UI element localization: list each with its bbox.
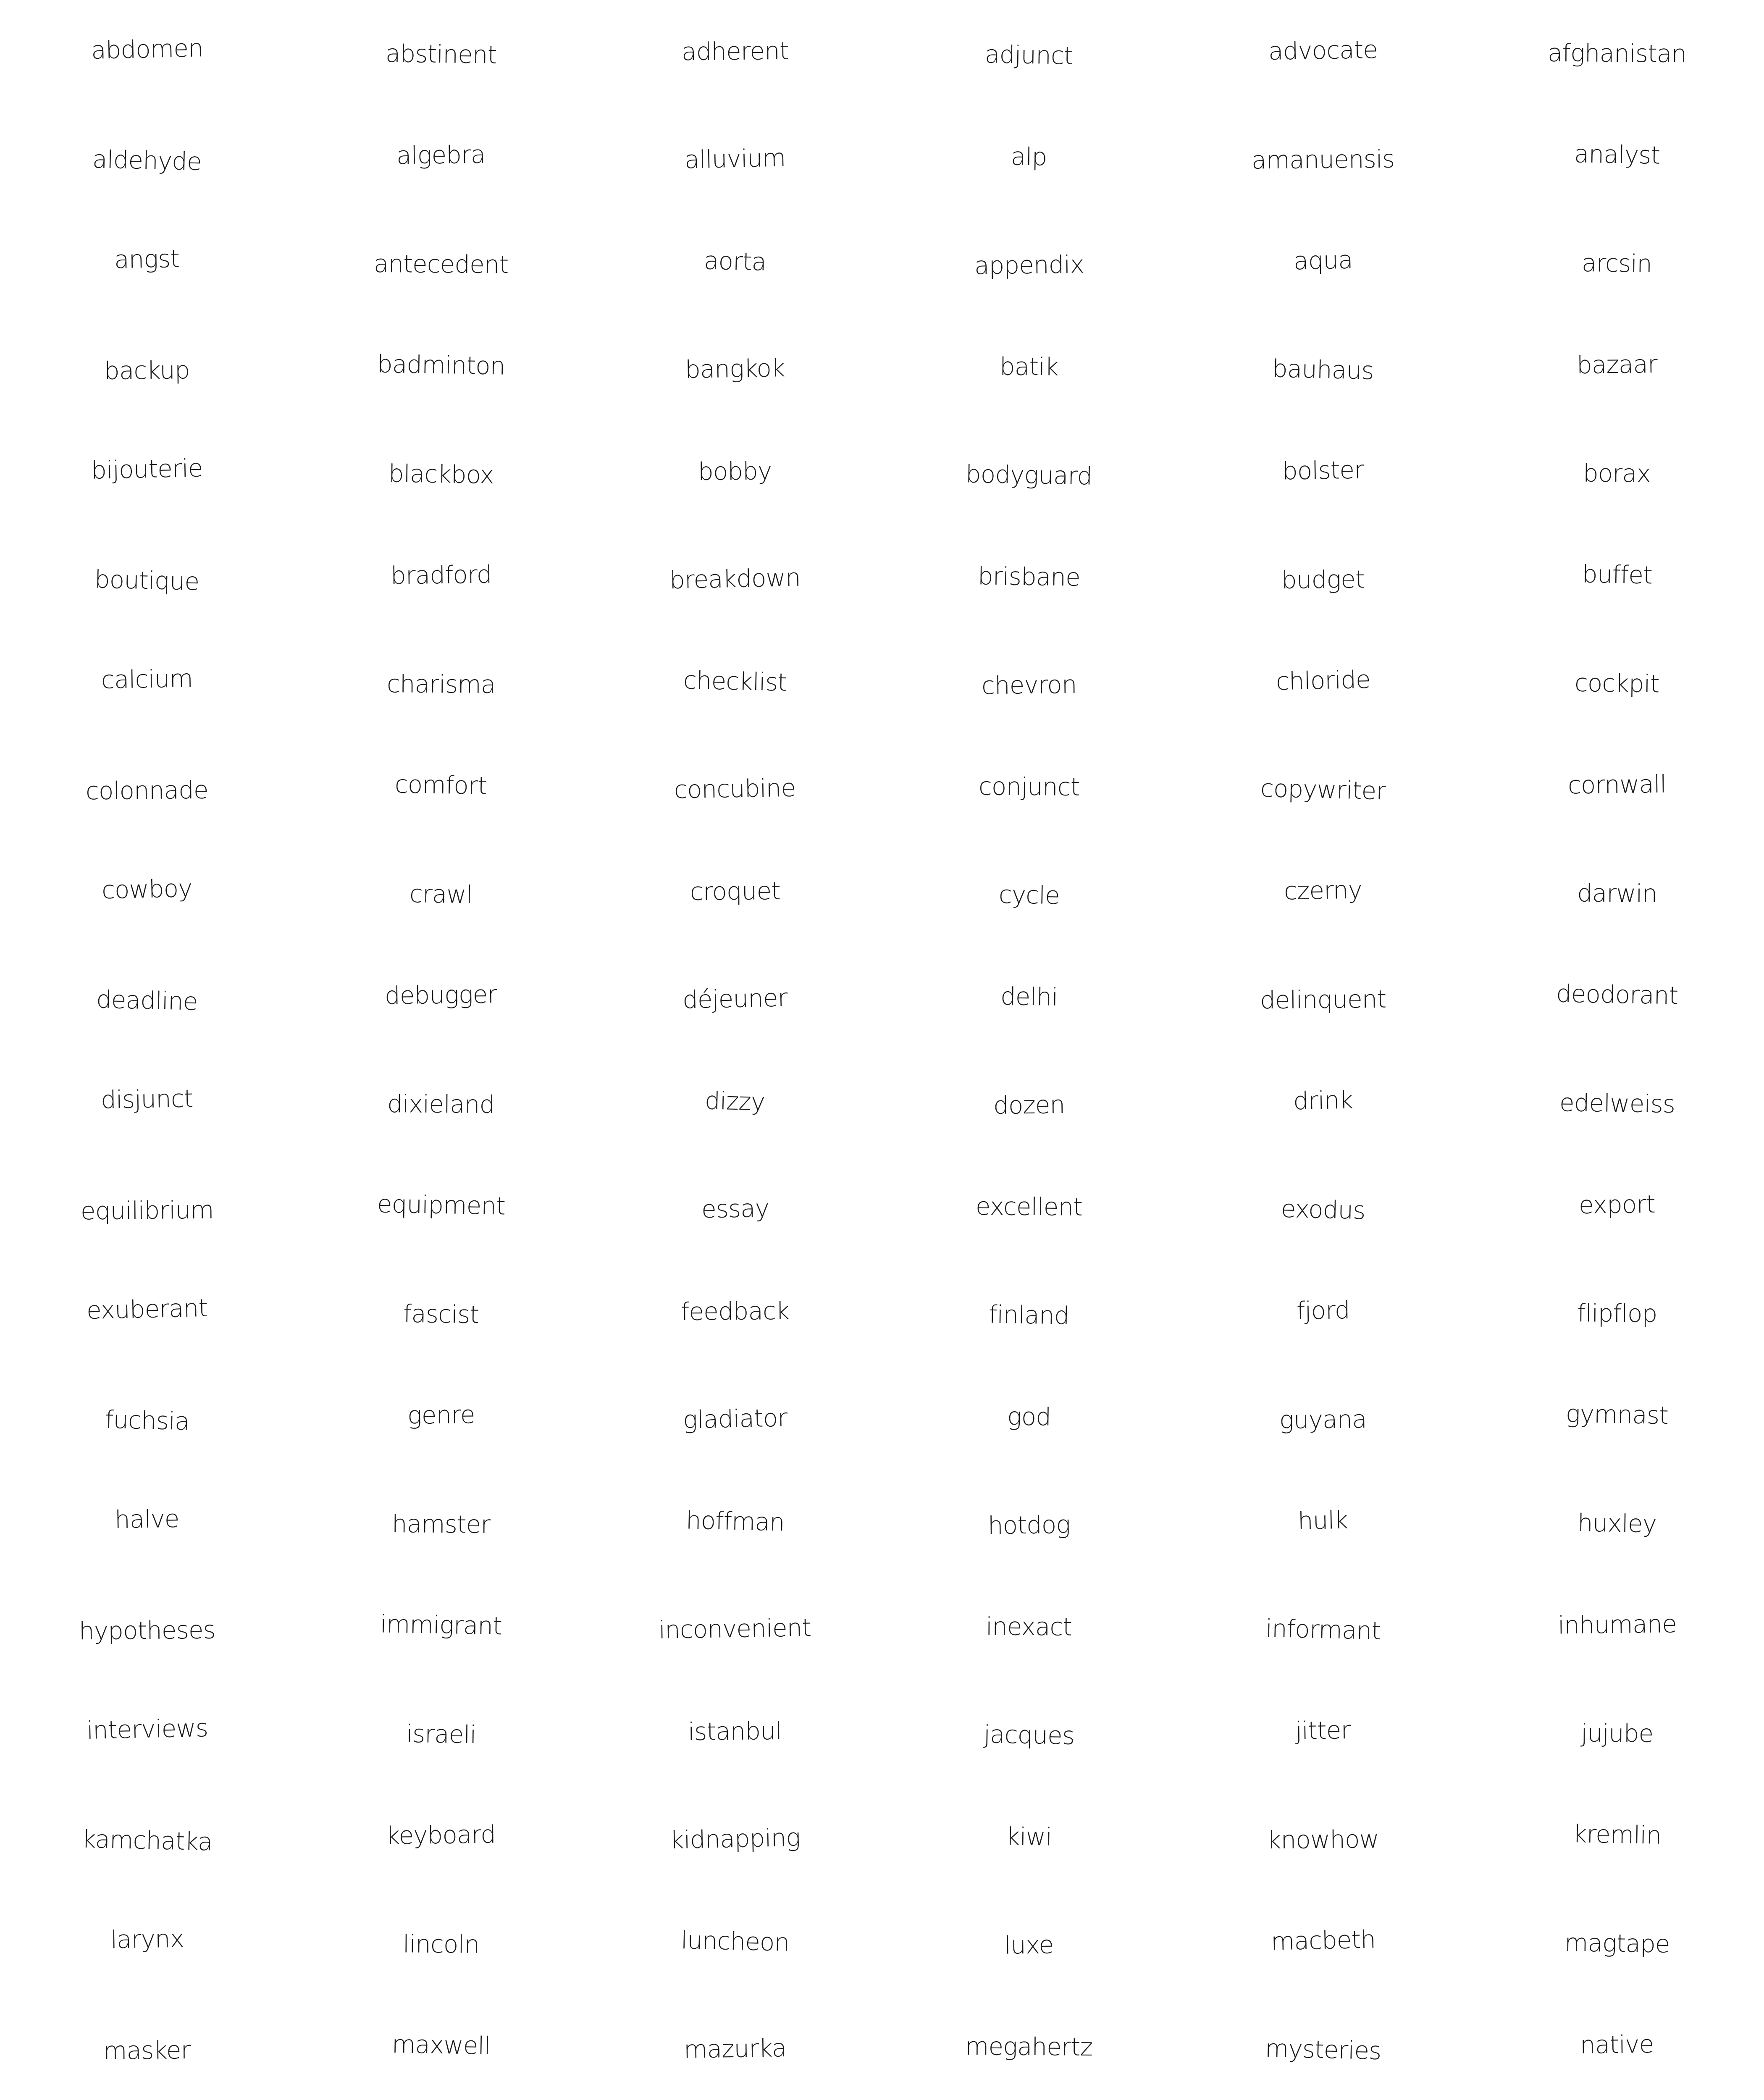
handwritten-word: excellent [975,1192,1083,1221]
handwritten-word: luxe [1004,1930,1054,1960]
handwritten-word: borax [1583,459,1651,488]
handwritten-word: deadline [96,985,198,1016]
word-cell [588,840,882,945]
word-cell [882,945,1176,1050]
word-cell [1470,525,1764,630]
handwritten-word: finland [988,1300,1070,1330]
handwritten-word: luncheon [680,1926,790,1957]
handwritten-word: mazurka [683,2034,787,2064]
handwritten-word: badminton [377,349,505,381]
word-cell [882,1050,1176,1155]
word-cell [1176,525,1470,630]
handwritten-word: inexact [986,1612,1072,1641]
handwritten-word: jujube [1580,1719,1654,1748]
handwritten-word: bijouterie [91,454,203,485]
handwritten-word: breakdown [669,563,801,595]
handwritten-word: alluvium [684,143,786,174]
word-cell [882,525,1176,630]
handwritten-word: czerny [1284,875,1362,906]
word-cell [294,525,588,630]
handwritten-word: delhi [1000,982,1058,1011]
word-cell [1470,1575,1764,1680]
word-cell [294,735,588,840]
word-cell [1470,1890,1764,1995]
word-cell [1176,1890,1470,1995]
word-cell [588,210,882,315]
word-cell [294,1050,588,1155]
handwritten-word: blackbox [388,459,494,489]
handwritten-word: cockpit [1574,668,1660,698]
handwritten-word: hotdog [987,1510,1071,1540]
word-cell [588,525,882,630]
handwritten-word: copywriter [1260,774,1386,806]
handwritten-word: cornwall [1567,769,1667,800]
word-cell [1176,945,1470,1050]
handwritten-word: brisbane [977,562,1081,592]
word-cell [1470,420,1764,525]
handwritten-word: huxley [1577,1508,1657,1538]
word-cell [1470,1470,1764,1575]
word-cell [588,1995,882,2100]
handwritten-word: larynx [110,1924,184,1954]
handwritten-word: fjord [1296,1296,1350,1325]
word-cell [1176,1260,1470,1365]
handwritten-word: hoffman [685,1506,785,1537]
handwritten-word: kidnapping [669,1823,801,1855]
handwritten-word: exodus [1281,1194,1365,1225]
word-cell [882,1155,1176,1260]
word-cell [588,1470,882,1575]
word-cell [882,1785,1176,1890]
word-cell [882,1470,1176,1575]
handwritten-word: bangkok [685,354,785,384]
word-cell [588,1155,882,1260]
word-cell [1470,105,1764,210]
handwritten-word: delinquent [1260,984,1386,1015]
word-cell [294,840,588,945]
word-cell [294,1575,588,1680]
handwritten-word: algebra [396,140,486,170]
handwritten-word: dixieland [387,1089,495,1119]
handwritten-word: bolster [1282,455,1364,486]
handwritten-word: drink [1293,1085,1353,1116]
handwritten-word: advocate [1268,35,1378,66]
handwritten-word: fascist [403,1299,479,1329]
handwritten-word: charisma [386,669,496,699]
word-cell [0,0,294,105]
word-cell [588,1050,882,1155]
word-cell [882,210,1176,315]
handwritten-word: conjunct [978,772,1080,801]
word-cell [0,315,294,420]
word-cell [294,210,588,315]
word-cell [882,0,1176,105]
handwritten-word: croquet [690,877,780,906]
handwritten-word: aqua [1293,245,1353,276]
word-cell [882,1575,1176,1680]
word-cell [1470,630,1764,735]
word-cell [294,1890,588,1995]
handwritten-word: hypotheses [79,1615,215,1646]
word-cell [294,1365,588,1470]
word-cell [1470,840,1764,945]
word-cell [1176,315,1470,420]
word-cell [882,735,1176,840]
handwritten-word: déjeuner [682,983,788,1014]
handwritten-word: guyana [1279,1405,1367,1434]
handwritten-word: flipflop [1577,1299,1657,1328]
handwritten-word: aorta [704,246,766,276]
handwritten-word: jacques [983,1720,1075,1750]
word-cell [588,315,882,420]
handwritten-word: exuberant [86,1293,208,1325]
handwritten-word: mysteries [1265,2034,1381,2066]
handwritten-word: inhumane [1557,1609,1677,1640]
word-cell [294,945,588,1050]
word-cell [588,1785,882,1890]
handwritten-word: buffet [1581,559,1653,590]
word-cell [588,1680,882,1785]
word-cell [1176,1785,1470,1890]
word-cell [1176,210,1470,315]
word-cell [588,630,882,735]
handwritten-word: kiwi [1005,1822,1053,1851]
word-cell [1470,1365,1764,1470]
handwritten-word: adjunct [984,40,1074,70]
handwritten-word: arcsin [1581,248,1653,278]
word-cell [0,210,294,315]
handwritten-word: edelweiss [1559,1088,1675,1118]
handwritten-word: bodyguard [965,459,1093,491]
handwritten-word: magtape [1564,1928,1670,1958]
word-cell [1470,1260,1764,1365]
word-cell [588,1260,882,1365]
word-cell [0,1785,294,1890]
word-cell [588,105,882,210]
word-cell [1470,315,1764,420]
handwritten-word: crawl [409,879,473,909]
word-cell [1176,1995,1470,2100]
word-cell [1176,735,1470,840]
word-cell [294,315,588,420]
handwritten-word: halve [114,1504,180,1534]
word-cell [1470,945,1764,1050]
word-cell [294,420,588,525]
word-cell [882,1260,1176,1365]
handwritten-word: backup [104,356,190,385]
handwritten-word: adherent [681,36,789,66]
handwritten-word: essay [701,1194,769,1224]
word-cell [1176,105,1470,210]
handwritten-word: bradford [390,560,492,590]
handwritten-word: colonnade [85,775,209,806]
handwritten-word: bazaar [1576,349,1658,380]
word-cell [0,1890,294,1995]
handwritten-word: antecedent [373,249,509,279]
handwritten-word: informant [1265,1614,1381,1646]
handwritten-word: immigrant [380,1609,502,1641]
handwritten-word: fuchsia [104,1405,190,1436]
handwritten-word: bauhaus [1272,354,1374,385]
word-cell [0,1470,294,1575]
word-cell [882,105,1176,210]
word-cell [0,1260,294,1365]
handwritten-word: dizzy [704,1086,766,1116]
word-cell [0,1155,294,1260]
word-cell [294,630,588,735]
word-cell [1176,630,1470,735]
word-cell [1176,840,1470,945]
word-cell [1470,1995,1764,2100]
handwritten-word: calcium [101,664,193,694]
handwritten-word: bobby [698,457,772,486]
word-cell [882,420,1176,525]
handwritten-word: abstinent [385,39,497,69]
word-cell [0,840,294,945]
word-cell [294,1785,588,1890]
handwritten-word: genre [407,1400,475,1430]
word-cell [294,1995,588,2100]
word-cell [0,1680,294,1785]
word-cell [1176,1470,1470,1575]
word-cell [1470,1155,1764,1260]
word-cell [1176,0,1470,105]
handwritten-word: amanuensis [1251,144,1395,175]
handwritten-word: god [1007,1402,1051,1431]
handwritten-word: darwin [1577,879,1657,908]
word-cell [882,1995,1176,2100]
handwritten-word: dozen [993,1090,1065,1120]
word-cell [1176,1575,1470,1680]
handwritten-word: afghanistan [1547,38,1687,68]
word-cell [882,1365,1176,1470]
handwritten-word: cycle [998,880,1060,910]
word-cell [0,630,294,735]
handwritten-word: disjunct [100,1084,194,1114]
word-cell [882,840,1176,945]
handwritten-word: equilibrium [80,1195,214,1226]
handwritten-word: feedback [680,1296,790,1326]
word-cell [0,1575,294,1680]
word-cell [1470,1680,1764,1785]
word-cell [1470,210,1764,315]
handwritten-word: checklist [683,666,787,697]
handwritten-word: keyboard [386,1820,496,1850]
handwritten-word: analyst [1574,139,1660,170]
word-cell [0,945,294,1050]
handwritten-word: export [1578,1189,1656,1220]
handwritten-word: israeli [406,1719,476,1749]
word-cell [0,1050,294,1155]
word-cell [1176,1050,1470,1155]
handwritten-word: megahertz [965,2032,1093,2062]
handwritten-word: alp [1011,142,1047,171]
word-cell [0,1995,294,2100]
word-cell [882,1890,1176,1995]
handwritten-word: concubine [674,773,796,804]
word-cell [294,1470,588,1575]
handwritten-word: inconvenient [658,1613,812,1644]
handwritten-word: chloride [1275,665,1371,696]
word-cell [0,735,294,840]
handwritten-word: comfort [394,770,488,800]
handwritten-word: appendix [974,250,1084,280]
handwritten-word: lincoln [402,1929,480,1959]
word-cell [588,735,882,840]
handwritten-word: aldehyde [92,145,202,176]
handwritten-word: native [1580,2029,1654,2060]
word-cell [0,525,294,630]
handwritten-word: interviews [86,1713,208,1745]
handwritten-word: maxwell [391,2029,491,2061]
word-cell [294,1680,588,1785]
handwritten-word: gladiator [682,1403,788,1434]
handwritten-word: jitter [1295,1715,1351,1746]
word-cell [1176,1155,1470,1260]
word-cell [294,0,588,105]
word-cell [0,420,294,525]
handwritten-word: hamster [391,1509,491,1539]
word-cell [588,1890,882,1995]
word-cell [0,105,294,210]
word-cell [1470,735,1764,840]
handwritten-word: hulk [1297,1505,1349,1536]
word-cell [294,1155,588,1260]
word-cell [0,1365,294,1470]
handwritten-word: boutique [94,565,200,596]
handwritten-word: angst [114,244,180,274]
word-cell [1176,420,1470,525]
word-cell [1470,1785,1764,1890]
handwritten-word: kremlin [1572,1819,1662,1850]
word-cell [588,420,882,525]
handwritten-word: kamchatka [81,1824,213,1856]
word-cell [588,0,882,105]
word-cell [1470,0,1764,105]
handwritten-word: chevron [981,670,1077,700]
handwritten-word: equipment [376,1189,506,1221]
handwritten-word: masker [103,2036,191,2065]
word-cell [1176,1365,1470,1470]
word-cell [1470,1050,1764,1155]
handwritten-word: macbeth [1270,1925,1376,1956]
handwritten-word: cowboy [101,874,193,905]
word-cell [588,1365,882,1470]
word-cell [882,315,1176,420]
handwritten-word: debugger [384,980,498,1010]
word-cell [588,945,882,1050]
handwritten-word: abdomen [91,34,203,65]
word-cell [882,1680,1176,1785]
word-cell [294,1260,588,1365]
word-cell [1176,1680,1470,1785]
word-cell [294,105,588,210]
handwritten-word: deodorant [1556,979,1678,1010]
word-cell [882,630,1176,735]
handwritten-word: istanbul [688,1717,782,1746]
handwritten-word: knowhow [1267,1824,1379,1855]
handwritten-word: gymnast [1565,1399,1669,1430]
handwritten-word: batik [999,352,1059,381]
word-cell [588,1575,882,1680]
handwritten-word: budget [1281,565,1365,594]
